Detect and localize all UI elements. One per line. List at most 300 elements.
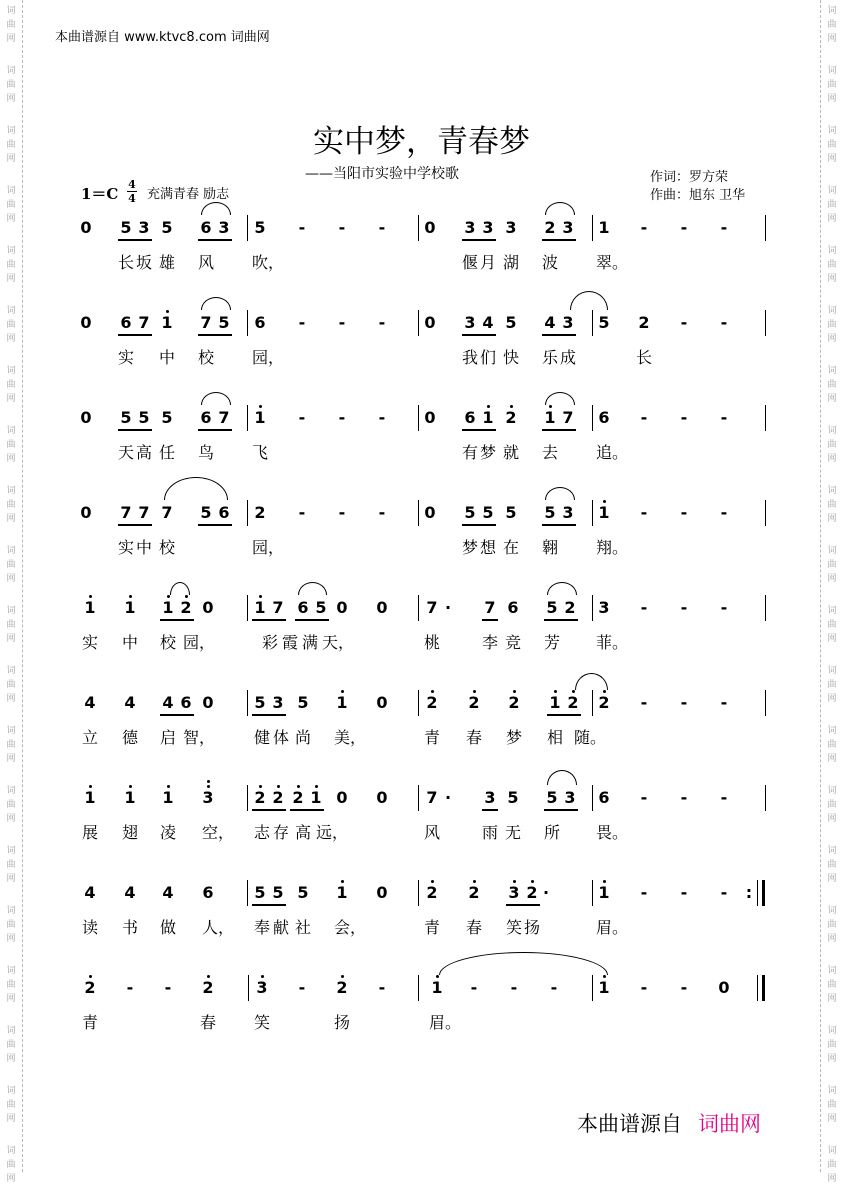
note: 6 [598,408,610,427]
lyric: 高 [294,823,312,842]
note: 6 [180,693,192,712]
note: 3 [138,218,150,237]
beam-underline [198,429,232,431]
composer-credit: 作曲：旭东 卫华 [650,188,746,203]
lyric: 扬 [333,1013,351,1032]
octave-dot [603,690,606,693]
octave-dot [572,690,575,693]
watermark-text: 词 曲 网 [827,666,837,704]
bar-line [247,310,248,336]
hold-dash: - [640,503,648,522]
hold-dash: - [720,313,728,332]
hold-dash: - [298,313,306,332]
lyric: 读 [81,918,99,937]
hold-dash: - [680,883,688,902]
bar-line [592,310,593,336]
lyric: 桃 [423,633,441,652]
hold-dash: - [680,408,688,427]
watermark-text: 词 曲 网 [827,366,837,404]
lyric: 无 [504,823,522,842]
hold-dash: - [338,218,346,237]
octave-dot [431,690,434,693]
bar-line [247,405,248,431]
note: 3 [505,218,517,237]
lyric: 校 [159,633,177,652]
note: 1 [431,978,443,997]
lyric: 相 [546,728,564,747]
lyric: 芳 [543,633,561,652]
score-row [0,693,843,788]
lyric: 在 [502,538,520,557]
watermark-text: 词 曲 网 [827,6,837,44]
hold-dash: - [378,978,386,997]
hold-dash: - [720,408,728,427]
note: 3 [464,313,476,332]
hold-dash: - [640,693,648,712]
watermark-text: 词 曲 网 [827,786,837,824]
note: 2 [292,788,304,807]
note: 1 [336,693,348,712]
lyric: 坂 [135,253,153,272]
note: 1 [162,598,174,617]
lyric: 笑 [505,918,523,937]
hold-dash: - [470,978,478,997]
note: 0 [80,313,92,332]
score-row [0,408,843,503]
octave-dot [513,690,516,693]
note: 5 [254,883,266,902]
octave-dot [167,595,170,598]
note: 7 [562,408,574,427]
score-row [0,218,843,313]
lyric: 德 [121,728,139,747]
lyric: 中 [158,348,176,367]
note: 2 [336,978,348,997]
bar-line [765,405,766,431]
lyric: 梦 [461,538,479,557]
note: 6 [598,788,610,807]
note: 5 [546,788,558,807]
score-row [0,978,843,1073]
lyric: 健 [253,728,271,747]
note: 2 [564,598,576,617]
bar-line [592,405,593,431]
lyric: 校 [158,538,176,557]
lyric: 体 [272,728,290,747]
lyric: 存 [272,823,290,842]
bar-line [247,500,248,526]
note: 5 [598,313,610,332]
note: 4 [84,693,96,712]
note: 4 [482,313,494,332]
octave-dot [487,405,490,408]
note: 7 [138,503,150,522]
lyric: 高 [135,443,153,462]
watermark-text: 词 曲 网 [827,66,837,104]
lyric: 天 [117,443,135,462]
octave-dot [603,500,606,503]
note: 4 [162,883,174,902]
beam-underline [544,619,578,621]
lyric: 风 [423,823,441,842]
octave-dot [473,880,476,883]
lyric: 美， [334,728,367,747]
hold-dash: - [640,218,648,237]
note: 2 [254,503,266,522]
octave-dot [129,595,132,598]
note: 3 [202,788,214,807]
octave-dot [341,880,344,883]
lyric: 风 [197,253,215,272]
footer-prefix: 本曲谱源自 [577,1112,682,1136]
watermark-text: 词 曲 网 [6,66,16,104]
note: 7 [272,598,284,617]
watermark-text: 词 曲 网 [6,786,16,824]
note: 2 [508,693,520,712]
note: 3 [508,883,520,902]
lyric: 偃 [461,253,479,272]
lyric: 天， [322,633,355,652]
watermark-text: 词 曲 网 [6,846,16,884]
note: 2 [426,693,438,712]
note: 1 [544,408,556,427]
octave-dot [431,880,434,883]
lyric: 湖 [502,253,520,272]
lyric: 春 [465,918,483,937]
watermark-text: 词 曲 网 [827,606,837,644]
watermark-text: 词 曲 网 [6,1026,16,1064]
hold-dash: - [298,503,306,522]
note: 3 [562,218,574,237]
watermark-text: 词 曲 网 [827,546,837,584]
hold-dash: - [640,598,648,617]
lyric: 眉。 [596,918,629,937]
hold-dash: - [720,503,728,522]
note: 5 [254,218,266,237]
note: 0 [376,693,388,712]
note: 0 [202,693,214,712]
hold-dash: - [378,218,386,237]
note: 7 [484,598,496,617]
watermark-text: 词 曲 网 [6,1086,16,1124]
note: 7 [161,503,173,522]
note: 5 [120,408,132,427]
note: 1 [254,598,266,617]
note: 0 [424,408,436,427]
note: 2 [567,693,579,712]
hold-dash: - [550,978,558,997]
lyric: 畏。 [596,823,629,842]
note: 5 [161,408,173,427]
note: 5 [254,693,266,712]
watermark-text: 词 曲 网 [827,186,837,224]
octave-dot [341,690,344,693]
octave-dot [315,785,318,788]
beam-underline [160,714,194,716]
octave-dot [603,975,606,978]
hold-dash: - [680,218,688,237]
lyric: 校 [197,348,215,367]
key-signature: 1＝C [81,185,119,203]
hold-dash: - [298,978,306,997]
bar-line [592,880,593,906]
lyric: 社 [294,918,312,937]
note: 2 [505,408,517,427]
note: 0 [80,408,92,427]
note: 2 [638,313,650,332]
note: 3 [564,788,576,807]
hold-dash: - [640,408,648,427]
note: 0 [424,218,436,237]
bar-line [592,785,593,811]
hold-dash: - [338,313,346,332]
watermark-text: 词 曲 网 [827,426,837,464]
note: 7 [120,503,132,522]
beam-underline [118,334,152,336]
watermark-text: 词 曲 网 [827,726,837,764]
note: 3 [484,788,496,807]
watermark-text: 词 曲 网 [6,186,16,224]
lyric: 有 [461,443,479,462]
lyric: 奉 [253,918,271,937]
note: 4 [544,313,556,332]
lyric: 任 [158,443,176,462]
beam-underline [198,334,232,336]
hold-dash: - [640,978,648,997]
beam-underline [506,904,540,906]
octave-dot [510,405,513,408]
hold-dash: - [338,503,346,522]
lyric: 翠。 [596,253,629,272]
watermark-text: 词 曲 网 [827,906,837,944]
octave-dot [259,595,262,598]
note: 2 [468,883,480,902]
note: 2 [544,218,556,237]
note: 2 [526,883,538,902]
lyric: 青 [423,918,441,937]
lyric: 空， [202,823,235,842]
beam-underline [198,524,232,526]
hold-dash: - [378,313,386,332]
note: 6 [254,313,266,332]
lyric: 雄 [158,253,176,272]
octave-dot [207,785,210,788]
octave-dot [89,595,92,598]
note: 4 [162,693,174,712]
beam-underline [252,619,286,621]
lyric: 展 [81,823,99,842]
note: 6 [464,408,476,427]
time-signature-bottom: 4 [128,192,136,205]
beam-underline [542,239,576,241]
note: 2 [202,978,214,997]
lyric: 满 [301,633,319,652]
note: 3 [598,598,610,617]
octave-dot [277,785,280,788]
lyric: 智， [183,728,216,747]
note: 1 [162,788,174,807]
octave-dot [259,405,262,408]
score-row [0,598,843,693]
watermark-text: 词 曲 网 [6,6,16,44]
lyric: 翅 [121,823,139,842]
lyric: 尚 [294,728,312,747]
hold-dash: - [720,693,728,712]
bar-line [765,310,766,336]
lyric: 竞 [504,633,522,652]
watermark-text: 词 曲 网 [6,966,16,1004]
note: 4 [84,883,96,902]
bar-line [418,690,419,716]
song-title: 实中梦，青春梦 [313,124,530,160]
lyric: 书 [121,918,139,937]
note: 1 [84,788,96,807]
hold-dash: - [720,788,728,807]
note: 6 [202,883,214,902]
note: 5 [544,503,556,522]
lyric: 鸟 [197,443,215,462]
footer-brand: 词曲网 [698,1112,761,1136]
note: 0 [80,218,92,237]
note: 0 [424,313,436,332]
octave-dot [513,880,516,883]
lyric: 吹， [252,253,285,272]
bar-line [765,595,766,621]
song-subtitle: ——当阳市实验中学校歌 [305,166,459,182]
beam-underline [462,429,496,431]
bar-line [418,500,419,526]
bar-line [592,595,593,621]
beam-underline [482,619,498,621]
note: 0 [376,788,388,807]
octave-dot [554,690,557,693]
bar-line [247,690,248,716]
beam-underline [547,714,581,716]
note: 7 [138,313,150,332]
note: 3 [482,218,494,237]
hold-dash: - [378,408,386,427]
beam-underline [295,619,329,621]
hold-dash: - [720,883,728,902]
lyric: 启 [159,728,177,747]
note: 5 [315,598,327,617]
note: 2 [254,788,266,807]
beam-underline [198,239,232,241]
lyric: 园， [252,348,285,367]
lyric: 菲。 [596,633,629,652]
note: 6 [507,598,519,617]
bar-line [418,880,419,906]
watermark-text: 词 曲 网 [827,966,837,1004]
watermark-text: 词 曲 网 [6,906,16,944]
bar-line [418,975,419,1001]
lyric: 想 [479,538,497,557]
watermark-text: 词 曲 网 [6,306,16,344]
note: 3 [218,218,230,237]
hold-dash: - [680,598,688,617]
beam-underline [160,619,194,621]
note: 5 [507,788,519,807]
note: 5 [505,313,517,332]
note: 5 [505,503,517,522]
octave-dot [549,405,552,408]
note: 0 [80,503,92,522]
score-row [0,503,843,598]
lyric: 立 [81,728,99,747]
note: 5 [464,503,476,522]
bar-line [418,310,419,336]
octave-dot [166,310,169,313]
beam-underline [252,904,286,906]
beam-underline [118,239,152,241]
note: 6 [200,218,212,237]
note: 4 [124,693,136,712]
footer-source [577,1108,761,1138]
lyric: 眉。 [429,1013,462,1032]
beam-underline [542,334,576,336]
lyric: 青 [81,1013,99,1032]
note: 3 [464,218,476,237]
watermark-text: 词 曲 网 [827,1086,837,1124]
bar-line [418,405,419,431]
octave-dot [473,690,476,693]
hold-dash: - [164,978,172,997]
note: 5 [297,693,309,712]
beam-underline [462,524,496,526]
bar-line [247,595,248,621]
beam-underline [542,429,576,431]
note: 5 [272,883,284,902]
bar-line [592,500,593,526]
note: 1 [84,598,96,617]
note: 1 [598,883,610,902]
hold-dash: - [720,218,728,237]
octave-dot [603,880,606,883]
lyric: 去 [541,443,559,462]
note: · [444,788,452,807]
watermark-text: 词 曲 网 [6,606,16,644]
lyric: 霞 [281,633,299,652]
lyric: 青 [423,728,441,747]
lyric: 春 [199,1013,217,1032]
bar-line [418,595,419,621]
note: 2 [180,598,192,617]
beam-underline [252,714,286,716]
note: 6 [218,503,230,522]
watermark-text: 词 曲 网 [6,546,16,584]
lyric: 追。 [596,443,629,462]
watermark-text: 词 曲 网 [6,426,16,464]
lyricist-credit: 作词：罗方荣 [650,170,729,185]
bar-line [765,690,766,716]
source-header: 本曲谱源自 www.ktvc8.com 词曲网 [55,30,270,45]
note: 0 [202,598,214,617]
octave-dot [89,975,92,978]
note: 1 [336,883,348,902]
note: 5 [218,313,230,332]
note: 2 [598,693,610,712]
time-signature [127,178,137,205]
slur-arc [545,202,575,215]
bar-line [592,690,593,716]
watermark-text: 词 曲 网 [827,306,837,344]
lyric: 凌 [159,823,177,842]
note: 1 [310,788,322,807]
lyric: 春 [465,728,483,747]
hold-dash: - [640,883,648,902]
bar-line [247,880,248,906]
note: 1 [161,313,173,332]
